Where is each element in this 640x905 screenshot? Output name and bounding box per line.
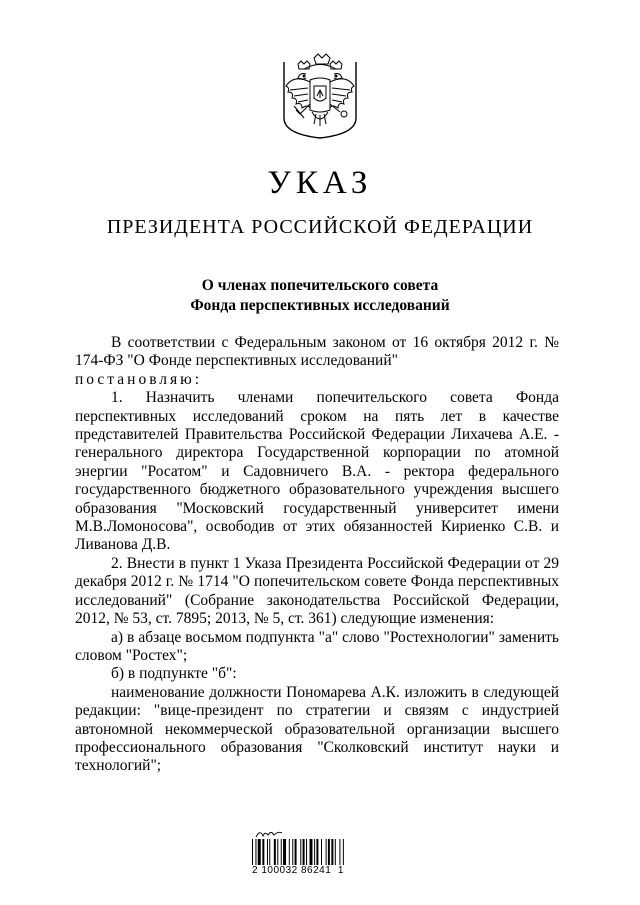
- barcode-icon: [252, 839, 390, 865]
- decree-body: [75, 334, 559, 776]
- decree-heading: [0, 276, 640, 316]
- item-1-paragraph: 1. Назначить членами попечительского совета Фонда перспективных исследований сроком на пять лет в качестве представителей Правительства Российской Федерации Лихачева А.Е. - генерального директора Государственной корпорации по атомной энергии "Росатом" и Садовничего В.А. - ректора федерального государственного бюджетного образовательного учреждения высшего образования "Московский государственный университет имени М.В.Ломоносова", освободив от этих обязанностей Кириенко С.В. и Ливанова Д.В.: [75, 389, 559, 554]
- decree-heading-line-2: Фонда перспективных исследований: [190, 297, 450, 314]
- subitem-b-paragraph: б) в подпункте "б":: [111, 665, 237, 683]
- subitem-a-paragraph: а) в абзаце восьмом подпункта "а" слово "Ростехнологии" заменить словом "Ростех";: [75, 628, 559, 664]
- decree-word: постановляю:: [75, 370, 203, 388]
- russian-coat-of-arms-icon: [282, 52, 358, 140]
- item-2-paragraph: 2. Внести в пункт 1 Указа Президента Российской Федерации от 29 декабря 2012 г. № 1714 "О попечительском совете Фонда перспективных исследований" (Собрание законодательства Российской Федерации, 2012, № 53, ст. 7895; 2013, № 5, ст. 361) следующие изменения:: [75, 554, 559, 628]
- preamble-paragraph: В соответствии с Федеральным законом от 16 октября 2012 г. № 174-ФЗ "О Фонде перспективных исследований": [75, 334, 559, 370]
- document-title: УКАЗ: [267, 165, 373, 201]
- document-subtitle: ПРЕЗИДЕНТА РОССИЙСКОЙ ФЕДЕРАЦИИ: [106, 216, 534, 238]
- decree-heading-line-1: О членах попечительского совета: [201, 277, 439, 294]
- barcode-number: 2 100032 86241 1: [252, 865, 344, 876]
- subitem-b-text-paragraph: наименование должности Пономарева А.К. изложить в следующей редакции: "вице-президент по стратегии и связям с индустрией автономной некоммерческой образовательной организации высшего профессионального образования "Сколковский институт науки и технологий";: [75, 683, 559, 775]
